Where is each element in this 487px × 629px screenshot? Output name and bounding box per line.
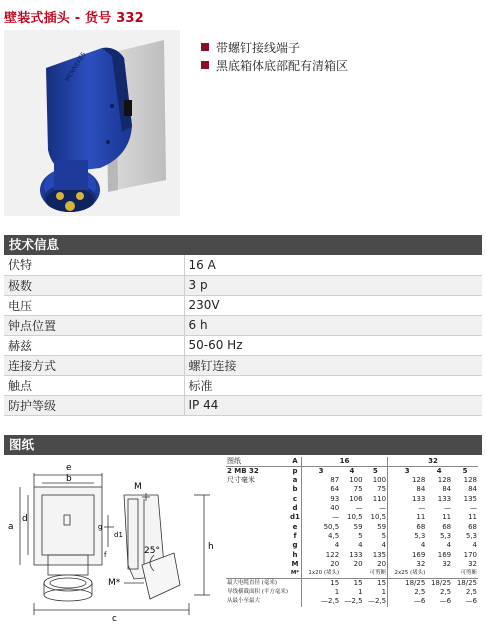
table-cell: 20: [377, 559, 387, 568]
table-row: 极数 3 p: [4, 275, 482, 295]
table-cell: —: [444, 504, 452, 513]
table-cell: 4: [381, 541, 387, 550]
dim-label-angle: 25°: [144, 546, 160, 556]
table-row: b 64 75 75 84 84 84: [292, 485, 477, 494]
table-cell: 122: [301, 550, 340, 559]
table-cell: 1: [358, 588, 363, 597]
table-cell: 32: [468, 559, 477, 568]
dimension-table: [226, 457, 478, 607]
table-cell: 135: [372, 550, 387, 559]
product-photo: [4, 30, 180, 216]
table-row: M* 1x20 (堵头) 可剪断 2x25 (堵头) 可剪断: [226, 569, 478, 579]
table-cell: 84: [468, 485, 477, 494]
table-cell: 135: [463, 494, 477, 503]
table-cell: 100: [349, 476, 363, 485]
dim-label-f: f: [104, 551, 107, 559]
table-cell: 2,5: [465, 588, 477, 597]
table-row: 导线横截面积 (平方毫米) 1 1 1 2,5 2,5 2,5: [227, 588, 477, 597]
table-header-row: 2 MB 32 p 3 4 5 3 4 5: [226, 467, 478, 477]
table-cell: 15: [340, 578, 363, 588]
tech-info-header: 技术信息: [4, 235, 482, 255]
table-cell: —6: [439, 597, 452, 606]
table-row: 赫兹 50-60 Hz: [4, 335, 482, 355]
table-row: c 93 106 110 133 133 135: [292, 494, 477, 503]
table-cell: [426, 569, 452, 579]
table-cell: 40: [301, 504, 340, 513]
dim-label-d1: d1: [114, 531, 123, 539]
table-cell: 4: [301, 541, 340, 550]
table-cell: —: [379, 504, 387, 513]
dim-label-a: a: [8, 522, 14, 532]
table-cell: 4: [472, 541, 477, 550]
table-cell: 4: [358, 541, 363, 550]
table-row: d1 — 10,5 10,5 11 11 11: [290, 513, 477, 522]
table-cell: 可剪断: [369, 569, 387, 576]
feature-item: [201, 38, 348, 56]
table-cell: —: [388, 504, 427, 513]
table-cell: 93: [301, 495, 340, 504]
table-cell: 32: [388, 560, 427, 569]
table-cell: 169: [388, 550, 427, 559]
table-cell: 4: [388, 541, 427, 550]
table-cell: 75: [353, 485, 363, 494]
technical-drawing: [4, 455, 224, 625]
table-row: f 4,5 5 5 5,3 5,3 5,3: [293, 531, 477, 540]
table-row: e 50,5 59 59 68 68 68: [292, 522, 477, 531]
table-cell: 128: [388, 476, 427, 485]
table-cell: —: [355, 504, 363, 513]
table-cell: 11: [468, 513, 477, 522]
table-row: 触点 标准: [4, 375, 482, 395]
table-cell: —: [470, 504, 477, 513]
table-row: h 122 133 135 169 169 170: [292, 550, 477, 559]
table-cell: 100: [372, 476, 387, 485]
table-cell: 68: [468, 522, 477, 531]
table-cell: 84: [388, 485, 427, 494]
feature-text: 黑底箱体底部配有清箱区: [216, 58, 349, 73]
table-row: 最大电缆直径 (毫米) 15 15 15 18/25 18/25 18/25: [227, 578, 477, 587]
table-cell: 20: [353, 559, 363, 568]
table-row: 防护等级 IP 44: [4, 395, 482, 415]
table-row: 电压 230V: [4, 295, 482, 315]
dim-label-h: h: [208, 542, 214, 552]
dim-label-e: e: [66, 463, 72, 473]
table-row: 尺寸毫米 a 87 100 100 128 128 128: [227, 476, 477, 485]
table-cell: 11: [388, 513, 427, 522]
plug-illustration: [4, 30, 180, 216]
feature-text: 带螺钉接线端子: [216, 40, 301, 55]
table-row: M 20 20 20 32 32 32: [291, 559, 477, 568]
table-cell: 68: [442, 522, 452, 531]
table-cell: —2,5: [301, 597, 340, 606]
table-cell: 15: [301, 578, 340, 588]
table-cell: 5,3: [465, 531, 477, 540]
table-cell: 169: [437, 550, 452, 559]
table-cell: 可剪断: [460, 569, 477, 576]
table-header-row: 图纸 A 16 32: [226, 457, 478, 467]
table-cell: 5,3: [440, 531, 452, 540]
table-cell: 2x25 (堵头): [388, 569, 427, 579]
table-cell: 50,5: [301, 522, 340, 531]
table-cell: 110: [372, 494, 387, 503]
bullet-square-icon: [201, 43, 209, 51]
table-cell: 59: [377, 522, 387, 531]
table-cell: —6: [465, 597, 477, 606]
spec-table: [4, 255, 482, 416]
table-cell: —: [301, 513, 340, 522]
dimension-drawing: [4, 455, 224, 625]
page-title: 壁装式插头 - 货号 332: [4, 11, 144, 26]
table-cell: 133: [437, 494, 452, 503]
table-cell: [340, 569, 363, 579]
table-cell: —6: [388, 597, 427, 606]
table-cell: —2,5: [367, 597, 387, 606]
drawing-header: 图纸: [4, 435, 482, 455]
table-cell: 18/25: [426, 578, 452, 588]
feature-item: [201, 56, 348, 74]
table-cell: 1: [381, 588, 387, 597]
dim-label-Mstar: M*: [108, 578, 121, 588]
table-cell: —2,5: [344, 597, 363, 606]
table-cell: 11: [442, 513, 452, 522]
table-cell: 170: [463, 550, 477, 559]
table-cell: 64: [301, 485, 340, 494]
table-cell: 128: [437, 476, 452, 485]
table-row: d 40 — — — — —: [292, 504, 477, 513]
bullet-square-icon: [201, 61, 209, 69]
table-cell: 68: [388, 522, 427, 531]
table-cell: 5: [358, 531, 363, 540]
table-cell: 32: [442, 559, 452, 568]
table-cell: 1: [301, 588, 340, 597]
table-cell: 106: [349, 494, 363, 503]
feature-list: [201, 38, 348, 74]
table-cell: 18/25: [452, 578, 478, 588]
table-cell: 10,5: [370, 513, 387, 522]
table-cell: 75: [377, 485, 387, 494]
table-row: 钟点位置 6 h: [4, 315, 482, 335]
table-cell: 4: [446, 541, 452, 550]
dimension-table-wrap: [226, 457, 478, 607]
table-cell: 87: [301, 476, 340, 485]
table-row: 连接方式 螺钉连接: [4, 355, 482, 375]
table-row: 伏特 16 A: [4, 255, 482, 275]
dim-label-b: b: [66, 474, 72, 484]
table-cell: 128: [463, 476, 477, 485]
table-cell: 1x20 (堵头): [301, 569, 340, 579]
dimension-rows: [226, 476, 478, 607]
table-cell: 15: [364, 578, 388, 588]
svg-text:MENNEKES: MENNEKES: [63, 51, 88, 84]
table-cell: 84: [442, 485, 452, 494]
table-cell: 2,5: [388, 588, 427, 597]
table-cell: 18/25: [388, 578, 427, 588]
dim-label-d: d: [22, 514, 28, 524]
dim-label-c: c: [112, 614, 117, 624]
table-cell: 133: [349, 550, 363, 559]
table-row: g 4 4 4 4 4 4: [292, 541, 477, 550]
table-cell: 5: [381, 531, 387, 540]
table-cell: 59: [353, 522, 363, 531]
table-cell: 20: [301, 560, 340, 569]
table-cell: 5,3: [388, 532, 427, 541]
table-cell: 133: [388, 495, 427, 504]
table-cell: 10,5: [347, 513, 363, 522]
table-cell: 4,5: [301, 532, 340, 541]
table-cell: 2,5: [440, 588, 452, 597]
table-row: 从最小至最大 —2,5 —2,5 —2,5 —6 —6 —6: [227, 597, 477, 606]
dim-label-M: M: [134, 482, 142, 492]
dim-label-g: g: [98, 523, 103, 531]
